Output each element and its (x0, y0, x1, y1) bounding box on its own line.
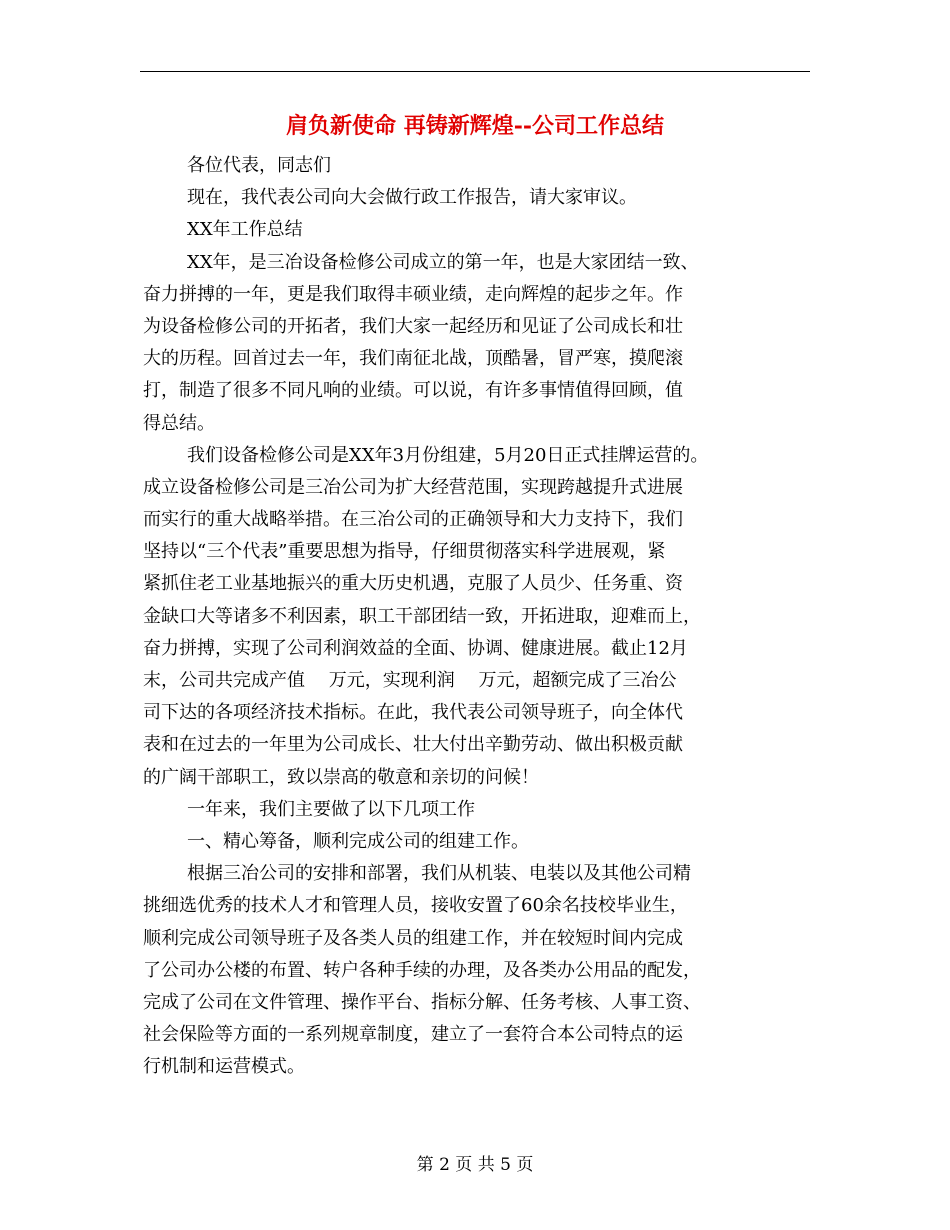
text-line: 得总结。 (143, 412, 215, 434)
text-line: 司下达的各项经济技术指标。在此，我代表公司领导班子，向全体代 (143, 702, 683, 724)
text-line: 现在，我代表公司向大会做行政工作报告，请大家审议。 (187, 187, 637, 209)
text-line: 金缺口大等诸多不利因素，职工干部团结一致，开拓进取，迎难而上， (143, 605, 701, 627)
paragraph-intro (143, 182, 813, 214)
text-line: XX年工作总结 (187, 219, 303, 241)
paragraph-overview (143, 247, 813, 440)
document-body (143, 150, 813, 1083)
text-line: 一、精心筹备，顺利完成公司的组建工作。 (187, 830, 529, 852)
text-line: 成立设备检修公司是三冶公司为扩大经营范围，实现跨越提升式进展 (143, 476, 683, 498)
paragraph-work-intro (143, 794, 813, 826)
text-line: 末，公司共完成产值 万元，实现利润 万元，超额完成了三冶公 (143, 670, 677, 691)
text-line: 紧抓住老工业基地振兴的重大历史机遇，克服了人员少、任务重、资 (143, 573, 683, 595)
text-line: XX年，是三冶设备检修公司成立的第一年，也是大家团结一致、 (187, 251, 699, 273)
text-line: 社会保险等方面的一系列规章制度，建立了一套符合本公司特点的运 (143, 1024, 683, 1046)
text-line: 顺利完成公司领导班子及各类人员的组建工作，并在较短时间内完成 (143, 927, 683, 949)
section-heading-one (143, 826, 813, 858)
text-line: 完成了公司在文件管理、操作平台、指标分解、任务考核、人事工资、 (143, 991, 701, 1013)
text-line: 奋力拼搏，实现了公司利润效益的全面、协调、健康进展。截止12月 (143, 637, 688, 659)
text-line: 而实行的重大战略举措。在三冶公司的正确领导和大力支持下，我们 (143, 509, 683, 531)
section-heading (143, 214, 813, 246)
text-line: 了公司办公楼的布置、转户各种手续的办理，及各类办公用品的配发， (143, 959, 701, 981)
text-line: 挑细选优秀的技术人才和管理人员，接收安置了60余名技校毕业生， (143, 895, 688, 917)
text-line: 的广阔干部职工，致以崇高的敬意和亲切的问候！ (143, 766, 539, 788)
text-line: 各位代表，同志们 (187, 155, 331, 176)
text-line: 为设备检修公司的开拓者，我们大家一起经历和见证了公司成长和壮 (143, 315, 683, 337)
text-line: 大的历程。回首过去一年，我们南征北战，顶酷暑，冒严寒，摸爬滚 (143, 348, 683, 370)
text-line: 表和在过去的一年里为公司成长、壮大付出辛勤劳动、做出积极贡献 (143, 734, 683, 756)
paragraph-greeting (143, 150, 813, 182)
header-rule (140, 71, 810, 72)
text-line: 奋力拼搏的一年，更是我们取得丰硕业绩，走向辉煌的起步之年。作 (143, 283, 683, 305)
paragraph-organization (143, 858, 813, 1083)
text-line: 根据三冶公司的安排和部署，我们从机装、电装以及其他公司精 (187, 863, 691, 885)
text-line: 打，制造了很多不同凡响的业绩。可以说，有许多事情值得回顾，值 (143, 380, 683, 402)
paragraph-founding (143, 440, 813, 794)
text-line: 行机制和运营模式。 (143, 1056, 305, 1078)
document-title: 肩负新使命 再铸新辉煌--公司工作总结 (286, 113, 664, 139)
text-line: 我们设备检修公司是XX年3月份组建，5月20日正式挂牌运营的。 (187, 444, 709, 466)
text-line: 坚持以“三个代表”重要思想为指导，仔细贯彻落实科学进展观，紧 (143, 541, 666, 563)
page-footer: 第 2 页 共 5 页 (416, 1155, 534, 1175)
text-line: 一年来，我们主要做了以下几项工作 (187, 798, 475, 820)
